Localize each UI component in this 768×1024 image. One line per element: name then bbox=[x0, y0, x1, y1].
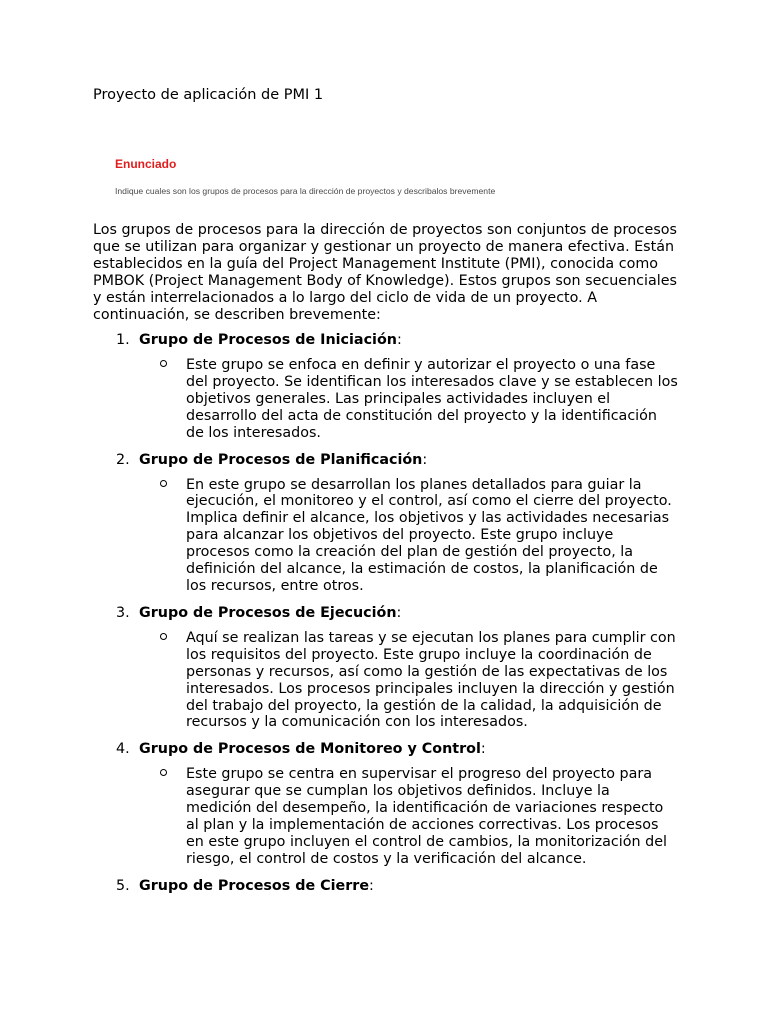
process-group-name: Grupo de Procesos de Ejecución bbox=[139, 604, 397, 621]
process-group-name: Grupo de Procesos de Cierre bbox=[139, 877, 370, 894]
process-group-item bbox=[93, 877, 693, 895]
enunciado-text: Indique cuales son los grupos de procesos para la dirección de proyectos y describalos brevemente bbox=[115, 186, 496, 196]
heading-colon: : bbox=[422, 451, 428, 468]
description-text: Este grupo se centra en supervisar el progreso del proyecto para asegurar que se cumplan los objetivos definidos. Incluye la medición del desempeño, la identificación de variaciones respecto al plan y la implementación de acciones correctivas. Los procesos en este grupo incluyen el control de cambios, la monitorización del riesgo, el control de costos y la verificación del alcance. bbox=[186, 766, 667, 867]
list-number: 1. bbox=[116, 332, 130, 348]
hollow-circle-bullet-icon bbox=[160, 480, 167, 487]
process-group-description bbox=[93, 630, 678, 731]
process-group-heading bbox=[93, 740, 693, 758]
process-group-heading bbox=[93, 451, 693, 469]
document-title: Proyecto de aplicación de PMI 1 bbox=[93, 87, 324, 103]
process-group-item bbox=[93, 331, 693, 442]
heading-colon: : bbox=[396, 332, 402, 348]
hollow-circle-bullet-icon bbox=[160, 360, 167, 367]
hollow-circle-bullet-icon bbox=[160, 769, 167, 776]
enunciado-image bbox=[115, 157, 535, 199]
description-text: Este grupo se enfoca en definir y autorizar el proyecto o una fase del proyecto. Se identifican los interesados clave y se establecen los objetivos generales. Las principales actividades incluyen el desarrollo del acta de constitución del proyecto y la identificación de los interesados. bbox=[186, 357, 678, 441]
process-group-name: Grupo de Procesos de Iniciación bbox=[139, 332, 397, 348]
process-group-description bbox=[93, 357, 678, 442]
list-number: 2. bbox=[116, 451, 130, 468]
process-group-name: Grupo de Procesos de Monitoreo y Control bbox=[139, 741, 481, 758]
description-text: Aquí se realizan las tareas y se ejecutan los planes para cumplir con los requisitos del proyecto. Este grupo incluye la coordinación de personas y recursos, así como la gestión de las expectativas de los interesados. Los procesos principales incluyen la dirección y gestión del trabajo del proyecto, la gestión de la calidad, la adquisición de recursos y la comunicación con los interesados. bbox=[186, 629, 676, 731]
enunciado-heading: Enunciado bbox=[115, 157, 177, 171]
heading-colon: : bbox=[396, 604, 402, 621]
hollow-circle-bullet-icon bbox=[160, 633, 167, 640]
process-groups-list bbox=[93, 331, 693, 904]
process-group-description bbox=[93, 766, 678, 867]
process-group-item bbox=[93, 604, 693, 731]
intro-paragraph: Los grupos de procesos para la dirección de proyectos son conjuntos de procesos que se utilizan para organizar y gestionar un proyecto de manera efectiva. Están establecidos en la guía del Project Management Institute (PMI), conocida como PMBOK (Project Management Body of Knowledge). Estos grupos son secuenciales y están interrelacionados a lo largo del ciclo de vida de un proyecto. A continuación, se describen brevemente: bbox=[93, 222, 677, 323]
heading-colon: : bbox=[480, 741, 486, 758]
heading-colon: : bbox=[369, 877, 374, 894]
process-group-heading bbox=[93, 604, 693, 622]
process-group-item bbox=[93, 740, 693, 867]
process-group-description bbox=[93, 477, 678, 595]
process-group-name: Grupo de Procesos de Planificación bbox=[139, 451, 423, 468]
process-group-item bbox=[93, 451, 693, 595]
description-text: En este grupo se desarrollan los planes detallados para guiar la ejecución, el monitoreo y el control, así como el cierre del proyecto. Implica definir el alcance, los objetivos y las actividades necesarias para alcanzar los objetivos del proyecto. Este grupo incluye procesos como la creación del plan de gestión del proyecto, la definición del alcance, la estimación de costos, la planificación de los recursos, entre otros. bbox=[186, 476, 672, 594]
list-number: 5. bbox=[116, 877, 130, 894]
process-group-heading bbox=[93, 877, 693, 895]
list-number: 4. bbox=[116, 741, 130, 758]
list-number: 3. bbox=[116, 604, 130, 621]
process-group-heading bbox=[93, 331, 693, 349]
